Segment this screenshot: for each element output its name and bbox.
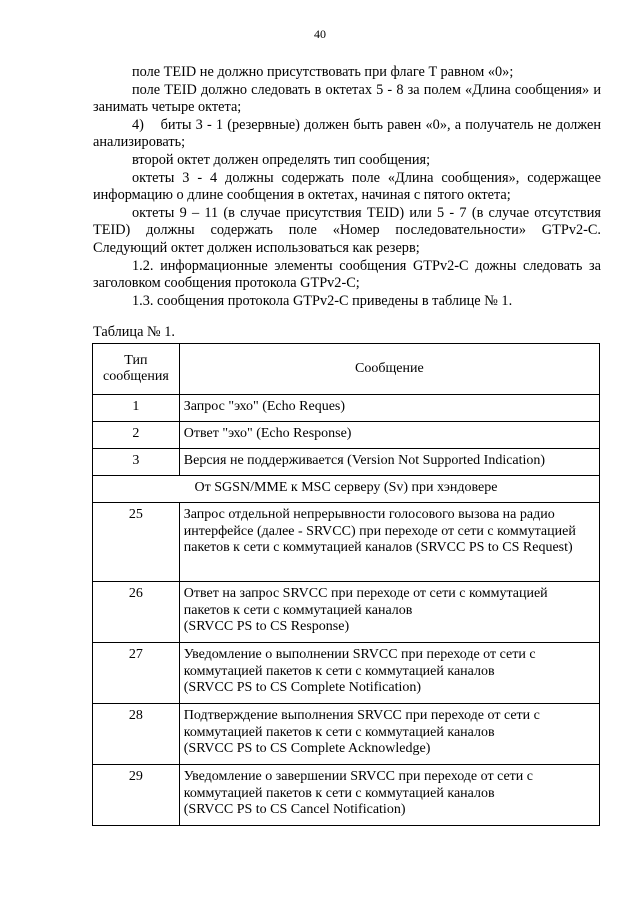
- paragraph: октеты 3 - 4 должны содержать поле «Длина сообщения», содержащее информацию о длине сообщения в октетах, начиная с пятого октета;: [93, 169, 601, 204]
- table-header-row: [93, 344, 600, 395]
- message-cell: Ответ "эхо" (Echo Response): [179, 422, 599, 449]
- message-type-cell: 3: [93, 449, 180, 476]
- section-title: От SGSN/MME к MSC серверу (Sv) при хэндовере: [93, 476, 600, 503]
- message-cell: Ответ на запрос SRVCC при переходе от сети с коммутацией пакетов к сети с коммутацией каналов (SRVCC PS to CS Response): [179, 582, 599, 643]
- message-cell: Подтверждение выполнения SRVCC при переходе от сети с коммутацией пакетов к сети с коммутацией каналов (SRVCC PS to CS Complete Acknowledge): [179, 704, 599, 765]
- paragraph: октеты 9 – 11 (в случае присутствия TEID) или 5 - 7 (в случае отсутствия TEID) должны содержать поле «Номер последовательности» GTPv2-C. Следующий октет должен использоваться как резерв;: [93, 204, 601, 256]
- message-cell: Запрос "эхо" (Echo Reques): [179, 395, 599, 422]
- message-type-cell: 29: [93, 765, 180, 826]
- message-type-cell: 1: [93, 395, 180, 422]
- header-message: Сообщение: [179, 344, 599, 395]
- table-row: [93, 582, 600, 643]
- message-type-cell: 27: [93, 643, 180, 704]
- paragraph: 1.2. информационные элементы сообщения GTPv2-C дожны следовать за заголовком сообщения протокола GTPv2-C;: [93, 257, 601, 292]
- table-row: [93, 704, 600, 765]
- table-row: [93, 765, 600, 826]
- message-cell: Уведомление о завершении SRVCC при переходе от сети с коммутацией пакетов к сети с коммутацией каналов (SRVCC PS to CS Cancel Notification): [179, 765, 599, 826]
- table-row: [93, 503, 600, 582]
- message-type-cell: 26: [93, 582, 180, 643]
- table-section-row: [93, 476, 600, 503]
- paragraph: второй октет должен определять тип сообщения;: [132, 151, 431, 168]
- table-row: [93, 395, 600, 422]
- message-type-cell: 28: [93, 704, 180, 765]
- message-cell: Уведомление о выполнении SRVCC при переходе от сети с коммутацией пакетов к сети с коммутацией каналов (SRVCC PS to CS Complete Notification): [179, 643, 599, 704]
- header-message-type: Тип сообщения: [93, 344, 180, 395]
- body-text: [93, 64, 605, 310]
- message-type-cell: 2: [93, 422, 180, 449]
- table-row: [93, 643, 600, 704]
- paragraph: поле TEID должно следовать в октетах 5 - 8 за полем «Длина сообщения» и занимать четыре октета;: [93, 81, 601, 116]
- table-row: [93, 449, 600, 476]
- paragraph: 1.3. сообщения протокола GTPv2-C приведены в таблице № 1.: [132, 292, 513, 309]
- message-cell: Версия не поддерживается (Version Not Supported Indication): [179, 449, 599, 476]
- page-number: 40: [314, 27, 326, 41]
- table-row: [93, 422, 600, 449]
- paragraph: поле TEID не должно присутствовать при флаге T равном «0»;: [132, 64, 514, 80]
- paragraph: 4) биты 3 - 1 (резервные) должен быть равен «0», а получатель не должен анализировать;: [93, 116, 605, 151]
- message-types-table: [92, 343, 600, 826]
- message-cell: Запрос отдельной непрерывности голосового вызова на радио интерфейсе (далее - SRVCC) при переходе от сети с коммутацией пакетов к сети с коммутацией каналов (SRVCC PS to CS Request): [179, 503, 599, 582]
- table-caption: Таблица № 1.: [93, 324, 175, 340]
- message-type-cell: 25: [93, 503, 180, 582]
